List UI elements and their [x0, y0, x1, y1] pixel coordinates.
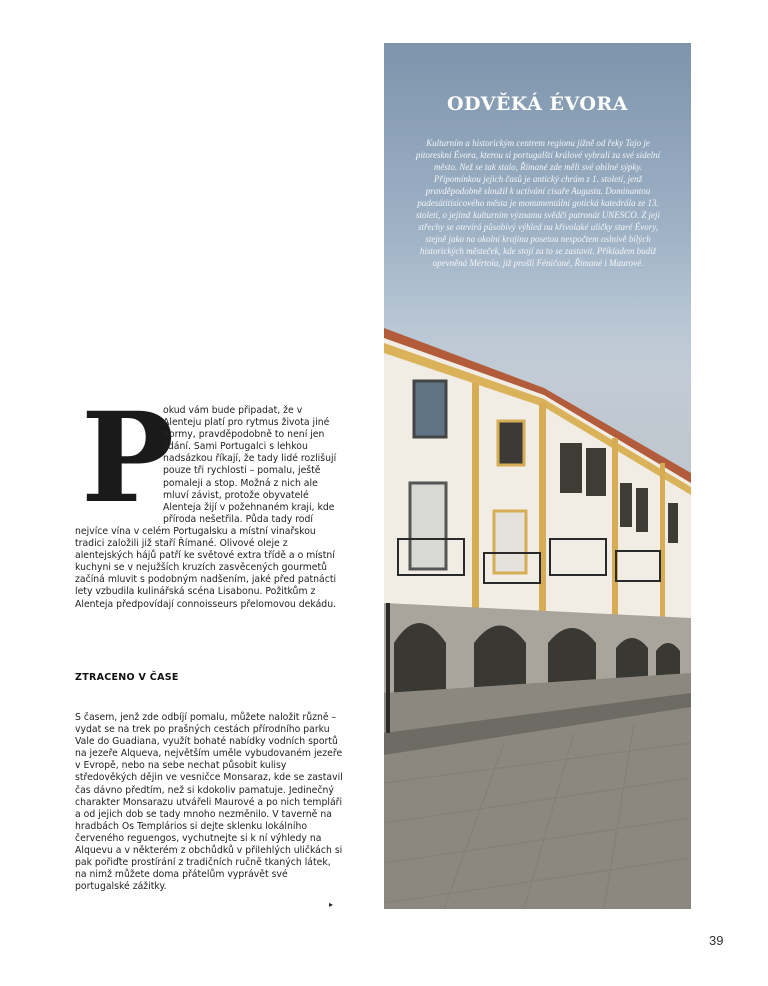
body-paragraph: S časem, jenž zde odbíjí pomalu, můžete naložit různě – vydat se na trek po prašných cestách přírodního parku Vale do Guadiana, využít bohaté nabídky vodních sportů na jezeře Alqueva, největším uměle vybudovaném jezeře v Evropě, nebo na sebe nechat působit kulisy středověkých dějin ve vesničce Monsaraz, kde se zastavil čas dávno předtím, než si kdokoliv pamatuje. Jedinečný charakter Monsarazu utvářeli Maurové a po nich templáři a od jejich dob se tady mnoho nezměnilo. V taverně na hradbách Os Templários si dejte sklenku lokálního červeného reguengos, vychutnejte si k ní výhledy na Alquevu a v některém z obchůdků v přilehlých uličkách si pak pořiďte prostírání z tradičních ručně tkaných látek, na nimž můžete doma přátelům vyprávět své portugalské zážitky.	[75, 712, 343, 893]
evora-street-photo	[384, 43, 691, 909]
drop-cap: P	[81, 386, 175, 531]
lead-section	[75, 386, 343, 611]
body-section	[75, 712, 343, 893]
intro-paragraph: okud vám bude připadat, že v Alenteju platí pro rytmus života jiné normy, pravděpodobně to není jen zdání. Sami Portugalci s lehkou nadsázkou říkají, že tady lidé rozlišují pouze tři rychlosti – pomalu, ještě pomaleji a stop. Možná z nich ale mluví závist, protože obyvatelé Alenteja žijí v požehnaném kraji, kde příroda nešetřila. Půda tady rodí nejvíce vína v celém Portugalsku a místní vinařskou tradici založili již staří Římané. Olivové oleje z alentejských hájů patří ke světové extra třídě a o místní kuchyni se v nejužších kruzích zasvěcených gourmetů začíná mluvit s podobným nadšením, jaké před patnácti lety vzbudila kulinářská scéna Lisabonu. Požitkům z Alenteja předpovídají connoisseurs přelomovou dekádu.	[75, 405, 337, 610]
end-marker-icon: ▸	[329, 900, 334, 909]
sidebar-title: ODVĚKÁ ÉVORA	[447, 93, 628, 115]
sidebar-text: Kulturním a historickým centrem regionu jižně od řeky Tajo je pitoreskní Évora, kterou si portugalští králové vybrali za své sídelní město. Než se tak stalo, Římané zde měli své obilné sýpky. Připomínkou jejich časů je antický chrám z 1. století, jenž pravděpodobně sloužil k uctívání císaře Augusta. Dominantou padesátitisícového města je monumentální gotická katedrála ze 13. století, o jejímž kulturním významu svědčí patronát UNESCO. Z její střechy se otevírá působivý výhled na křivolaké uličky staré Évory, stejně jako na okolní krajinu posetou nespočtem oslnivě bílých historických městeček, kde stojí za to se zastavit. Příkladem budiž opevněná Mértola, jíž prošli Féničané, Římané i Maurové.	[415, 138, 661, 268]
section-heading: ZTRACENO V ČASE	[75, 672, 179, 683]
page-number: 39	[709, 933, 724, 948]
